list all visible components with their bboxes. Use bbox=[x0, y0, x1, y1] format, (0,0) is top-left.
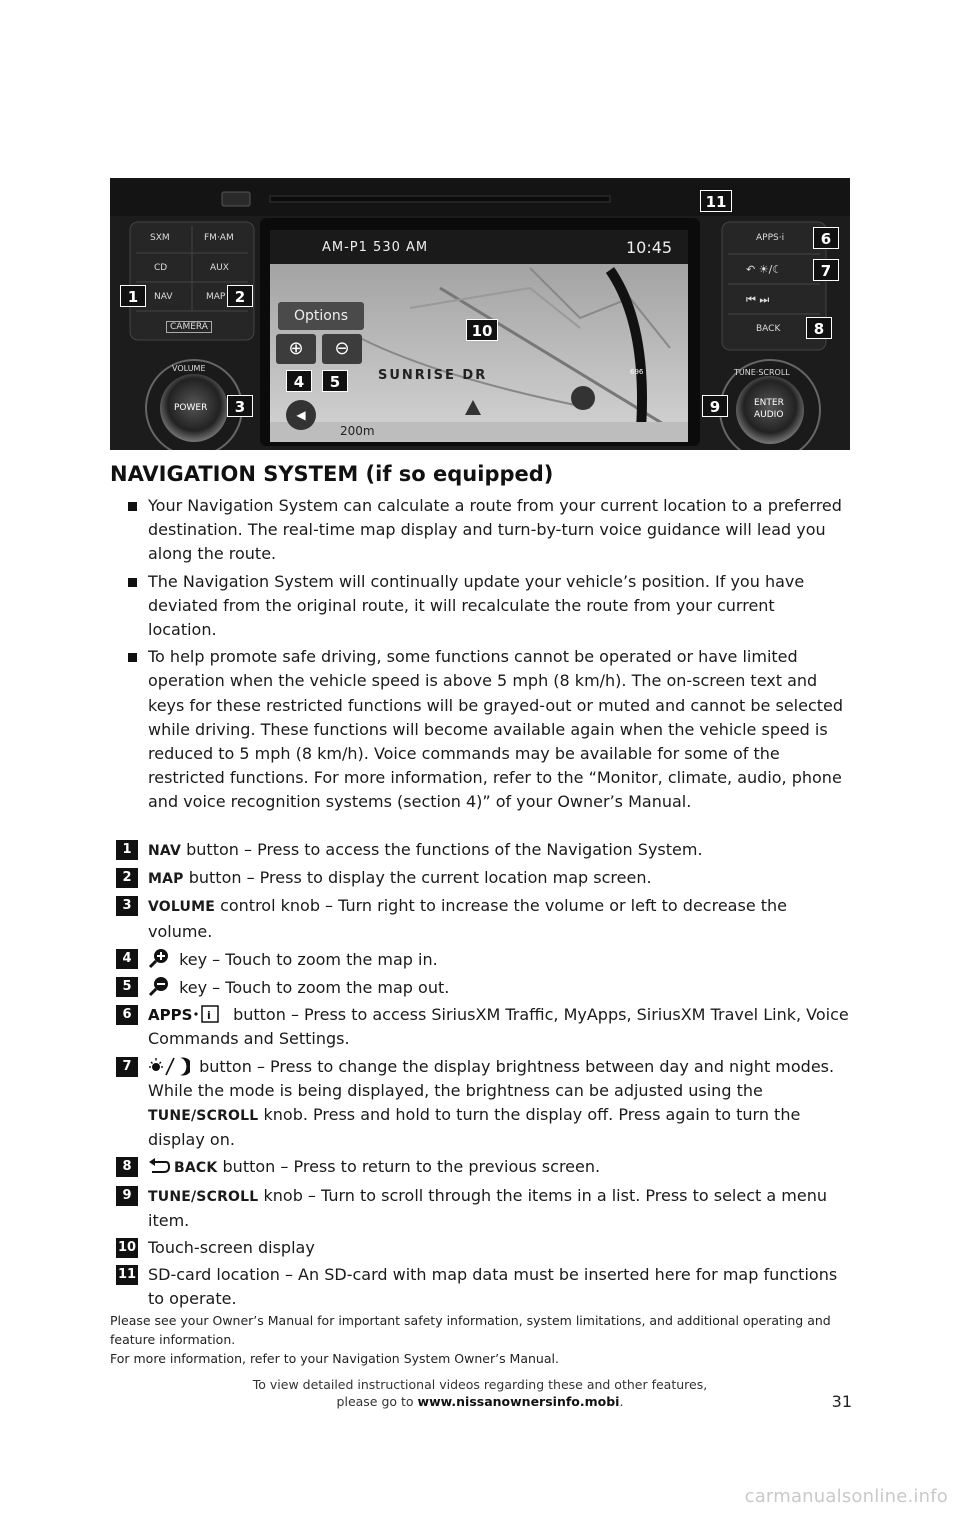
callout-5: 5 bbox=[322, 370, 348, 392]
callout-1: 1 bbox=[120, 285, 146, 307]
footer-text: please go to bbox=[336, 1394, 418, 1409]
apps-icon bbox=[148, 1004, 224, 1024]
list-item bbox=[116, 947, 851, 972]
item-keyword: BACK bbox=[174, 1160, 218, 1177]
list-item bbox=[116, 838, 851, 863]
note-line: For more information, refer to your Navigation System Owner’s Manual. bbox=[110, 1351, 559, 1366]
item-text: knob – Turn to scroll through the items in a list. Press to select a menu item. bbox=[148, 1185, 827, 1230]
callout-2: 2 bbox=[227, 285, 253, 307]
street-name-label: SUNRISE DR bbox=[378, 368, 488, 383]
section-heading: NAVIGATION SYSTEM (if so equipped) bbox=[110, 462, 554, 486]
list-item bbox=[116, 1003, 851, 1051]
callout-6: 6 bbox=[813, 227, 839, 249]
fm-am-button[interactable]: FM·AM bbox=[204, 233, 234, 243]
radio-station-label: AM-P1 530 AM bbox=[322, 240, 429, 255]
bullet-item bbox=[128, 570, 848, 643]
zoom-out-icon bbox=[148, 975, 170, 997]
back-arrow-icon bbox=[148, 1158, 170, 1176]
footer-line-2 bbox=[200, 1393, 760, 1410]
item-number: 6 bbox=[116, 1005, 138, 1025]
bullet-text: Your Navigation System can calculate a route from your current location to a preferred destination. The real-time map display and turn-by-turn voice guidance will lead you along the route. bbox=[148, 496, 842, 564]
callout-8: 8 bbox=[806, 317, 832, 339]
item-text: knob. Press and hold to turn the display off. Press again to turn the display on. bbox=[148, 1105, 801, 1150]
item-text: button – Press to display the current location map screen. bbox=[183, 868, 652, 888]
nav-button[interactable]: NAV bbox=[154, 292, 173, 302]
item-number: 9 bbox=[116, 1186, 138, 1206]
item-number: 3 bbox=[116, 896, 138, 916]
bullet-text: The Navigation System will continually update your vehicle’s position. If you have deviated from the original route, it will recalculate the route from your current location. bbox=[148, 571, 805, 640]
seek-buttons[interactable]: ⏮ ⏭ bbox=[746, 293, 770, 306]
callout-9: 9 bbox=[702, 395, 728, 417]
watermark: carmanualsonline.info bbox=[744, 1486, 948, 1507]
item-number: 5 bbox=[116, 977, 138, 997]
list-item bbox=[116, 1236, 851, 1260]
item-number: 4 bbox=[116, 949, 138, 969]
callout-4: 4 bbox=[286, 370, 312, 392]
item-keyword: TUNE/SCROLL bbox=[148, 1108, 259, 1125]
scale-label: 200m bbox=[340, 424, 375, 438]
apps-button[interactable]: APPS·i bbox=[756, 233, 785, 243]
bullet-item bbox=[128, 494, 848, 567]
power-knob[interactable]: POWER bbox=[174, 403, 208, 413]
item-number: 2 bbox=[116, 868, 138, 888]
callout-11: 11 bbox=[700, 190, 732, 212]
zoom-in-key[interactable]: ⊕ bbox=[276, 334, 316, 364]
brightness-button[interactable]: ↶ ☀/☾ bbox=[746, 263, 783, 276]
item-number: 7 bbox=[116, 1057, 138, 1077]
zoom-in-icon bbox=[148, 947, 170, 969]
list-item bbox=[116, 1263, 851, 1311]
enter-knob-label-1[interactable]: ENTER bbox=[754, 398, 784, 408]
list-item bbox=[116, 1184, 851, 1233]
item-text: button – Press to access SiriusXM Traffic, MyApps, SiriusXM Travel Link, Voice Commands and Settings. bbox=[148, 1005, 849, 1049]
item-text: button – Press to change the display brightness between day and night modes. While the mode is being displayed, the brightness can be adjusted using the bbox=[148, 1056, 835, 1100]
note-line: Please see your Owner’s Manual for important safety information, system limitations, and additional operating and feature information. bbox=[110, 1313, 831, 1347]
bullet-text: To help promote safe driving, some functions cannot be operated or have limited operation when the vehicle speed is above 5 mph (8 km/h). The on-screen text and keys for these restricted functions will be grayed-out or muted and cannot be selected while driving. These functions will become available again when the vehicle speed is reduced to 5 mph (8 km/h). Voice commands may be available for some of the restricted functions. For more information, refer to the “Monitor, climate, audio, phone and voice recognition systems (section 4)” of your Owner’s Manual. bbox=[148, 647, 844, 812]
page-number: 31 bbox=[831, 1392, 852, 1411]
list-item bbox=[116, 1055, 851, 1153]
square-bullet-icon bbox=[128, 653, 137, 662]
svg-text:i: i bbox=[207, 1009, 211, 1023]
item-keyword: MAP bbox=[148, 871, 184, 888]
item-number: 1 bbox=[116, 840, 138, 860]
item-text: control knob – Turn right to increase the volume or left to decrease the volume. bbox=[148, 896, 787, 941]
footer-line-1: To view detailed instructional videos regarding these and other features, bbox=[252, 1377, 708, 1392]
item-text: Touch-screen display bbox=[148, 1238, 315, 1258]
map-button[interactable]: MAP bbox=[206, 292, 226, 302]
item-text: button – Press to access the functions of the Navigation System. bbox=[181, 840, 703, 859]
item-text: button – Press to return to the previous screen. bbox=[217, 1157, 601, 1177]
back-button[interactable]: BACK bbox=[756, 324, 781, 334]
aux-button[interactable]: AUX bbox=[210, 263, 229, 273]
head-unit-illustration bbox=[110, 178, 850, 450]
footer bbox=[200, 1376, 760, 1410]
bullet-item bbox=[128, 645, 848, 814]
list-item bbox=[116, 1155, 851, 1180]
square-bullet-icon bbox=[128, 502, 137, 511]
item-keyword: TUNE/SCROLL bbox=[148, 1188, 259, 1205]
enter-knob-label-2[interactable]: AUDIO bbox=[754, 410, 784, 420]
tune-scroll-label: TUNE·SCROLL bbox=[734, 368, 790, 377]
list-item bbox=[116, 866, 851, 891]
item-keyword: NAV bbox=[148, 843, 182, 859]
options-button[interactable]: Options bbox=[278, 302, 364, 330]
bullet-list bbox=[128, 494, 848, 818]
callout-7: 7 bbox=[813, 259, 839, 281]
camera-button[interactable]: CAMERA bbox=[166, 321, 212, 333]
item-number: 10 bbox=[116, 1238, 138, 1258]
footer-text: . bbox=[619, 1394, 624, 1409]
svg-text:APPS: APPS bbox=[148, 1006, 193, 1025]
callout-3: 3 bbox=[227, 395, 253, 417]
route-shield: 696 bbox=[630, 368, 644, 376]
day-night-icon bbox=[148, 1056, 190, 1076]
item-text: key – Touch to zoom the map in. bbox=[174, 949, 438, 969]
zoom-out-key[interactable]: ⊖ bbox=[322, 334, 362, 364]
back-arrow-key[interactable]: ◀ bbox=[286, 400, 316, 430]
head-unit-photo bbox=[110, 178, 850, 450]
callout-10: 10 bbox=[466, 319, 498, 341]
numbered-list bbox=[116, 838, 851, 1315]
list-item bbox=[116, 894, 851, 943]
item-number: 11 bbox=[116, 1265, 138, 1285]
sxm-button[interactable]: SXM bbox=[150, 233, 170, 243]
list-item bbox=[116, 975, 851, 1000]
item-text: key – Touch to zoom the map out. bbox=[174, 978, 450, 998]
square-bullet-icon bbox=[128, 578, 137, 587]
item-number: 8 bbox=[116, 1157, 138, 1177]
item-text: SD-card location – An SD-card with map data must be inserted here for map functions to operate. bbox=[148, 1265, 838, 1309]
clock-label: 10:45 bbox=[626, 238, 673, 257]
notes bbox=[110, 1311, 850, 1368]
volume-knob-label: VOLUME bbox=[172, 364, 206, 373]
cd-button[interactable]: CD bbox=[154, 263, 168, 273]
footer-link[interactable]: www.nissanownersinfo.mobi bbox=[417, 1394, 620, 1409]
item-keyword: VOLUME bbox=[148, 899, 215, 916]
